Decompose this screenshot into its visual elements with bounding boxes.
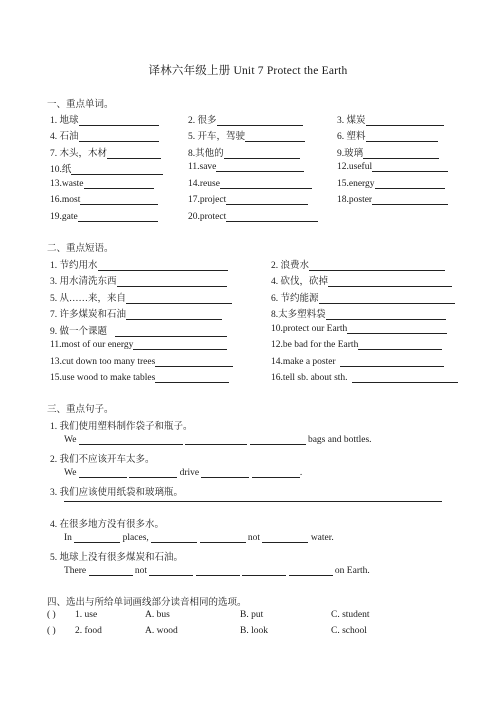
word-10: 10.纸: [50, 165, 72, 175]
sentence-2-answer: We drive .: [64, 468, 303, 478]
section4-heading: 四、选出与所给单词画线部分读音相同的选项。: [47, 598, 247, 608]
word-12: 12.useful: [337, 162, 373, 172]
word-14: 14.reuse: [188, 179, 220, 189]
phrase-12: 12.be bad for the Earth: [271, 340, 359, 350]
phrase-14: 14.make a poster: [271, 357, 336, 367]
answer-paren: ( ): [47, 610, 56, 620]
section3-heading: 三、重点句子。: [47, 405, 114, 415]
phrase-13: 13.cut down too many trees: [50, 357, 156, 367]
answer-paren: ( ): [47, 626, 56, 636]
word-16: 16.most: [50, 195, 81, 205]
word-5: 5. 开车，驾驶: [188, 132, 246, 142]
sentence-4-prompt: 4. 在很多地方没有很多水。: [50, 520, 165, 530]
word-19: 19.gate: [50, 212, 78, 222]
option-c: C. school: [331, 626, 367, 636]
word-1: 1. 地球: [50, 116, 79, 126]
word-4: 4. 石油: [50, 132, 79, 142]
sentence-5-answer: There not on Earth.: [64, 566, 370, 576]
page-title: 译林六年级上册 Unit 7 Protect the Earth: [148, 65, 348, 77]
sentence-3-prompt: 3. 我们应该使用纸袋和玻璃瓶。: [50, 488, 184, 498]
phrase-8: 8.太多塑料袋: [271, 310, 326, 320]
phrase-15: 15.use wood to make tables: [50, 373, 156, 383]
word-17: 17.project: [188, 195, 227, 205]
phrase-11: 11.most of our energy: [50, 340, 134, 350]
word-6: 6. 塑料: [337, 132, 366, 142]
section1-heading: 一、重点单词。: [47, 100, 114, 110]
sentence-4-answer: In places, not water.: [64, 533, 334, 543]
option-b: B. look: [240, 626, 268, 636]
section2-heading: 二、重点短语。: [47, 244, 114, 254]
sentence-5-prompt: 5. 地球上没有很多煤炭和石油。: [50, 553, 184, 563]
phrase-10: 10.protect our Earth: [271, 324, 348, 334]
phrase-1: 1. 节约用水: [50, 261, 98, 271]
phrase-2: 2. 浪费水: [271, 261, 310, 271]
phrase-3: 3. 用水清洗东西: [50, 277, 117, 287]
word-8: 8.其他的: [188, 149, 224, 159]
word-9: 9.玻璃: [337, 149, 364, 159]
option-c: C. student: [331, 610, 370, 620]
stem-word: 1. use: [75, 610, 98, 620]
word-7: 7. 木头，木材: [50, 149, 108, 159]
sentence-3-answer-line: [64, 500, 442, 502]
phrase-5: 5. 从……来，来自: [50, 294, 127, 304]
phrase-16: 16.tell sb. about sth.: [271, 373, 348, 383]
option-a: A. wood: [145, 626, 178, 636]
word-15: 15.energy: [337, 179, 375, 189]
word-13: 13.waste: [50, 179, 84, 189]
sentence-1-answer: We bags and bottles.: [64, 435, 372, 445]
option-a: A. bus: [145, 610, 170, 620]
phrase-7: 7. 许多煤炭和石油: [50, 310, 127, 320]
phrase-6: 6. 节约能源: [271, 294, 319, 304]
sentence-1-prompt: 1. 我们使用塑料制作袋子和瓶子。: [50, 422, 193, 432]
word-11: 11.save: [188, 162, 217, 172]
word-2: 2. 很多: [188, 116, 217, 126]
word-18: 18.poster: [337, 195, 373, 205]
phrase-4: 4. 砍伐，砍掉: [271, 277, 329, 287]
phrase-9: 9. 做一个课题: [50, 327, 108, 337]
stem-word: 2. food: [75, 626, 102, 636]
word-3: 3. 煤炭: [337, 116, 366, 126]
option-b: B. put: [240, 610, 264, 620]
word-20: 20.protect: [188, 212, 227, 222]
sentence-2-prompt: 2. 我们不应该开车太多。: [50, 455, 155, 465]
